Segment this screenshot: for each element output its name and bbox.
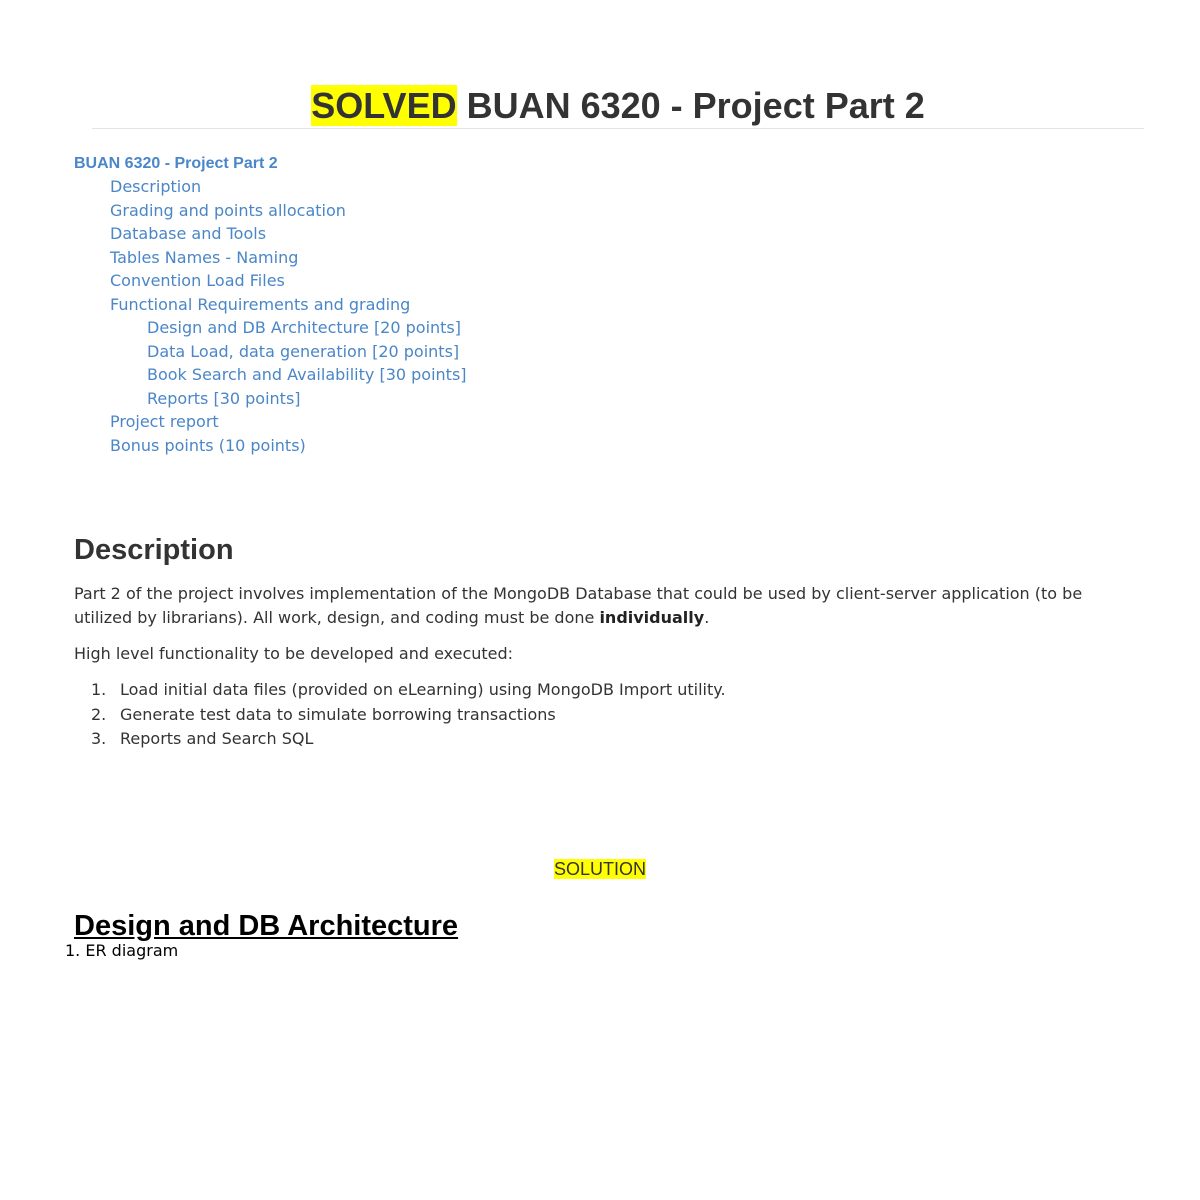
list-number: 2. bbox=[91, 704, 107, 724]
solution-label bbox=[0, 858, 1200, 880]
description-text: Part 2 of the project involves implementation of the MongoDB Database that could be used by client-server application (to be utilized by librarians). All work, design, and coding must be done bbox=[74, 584, 1083, 627]
list-item bbox=[74, 678, 1134, 703]
er-diagram-item bbox=[65, 940, 178, 962]
toc-link-bonus-points[interactable]: Bonus points (10 points) bbox=[110, 435, 306, 455]
solution-highlight: SOLUTION bbox=[553, 859, 646, 879]
list-item bbox=[74, 703, 1134, 728]
toc-link-project-report[interactable]: Project report bbox=[110, 412, 219, 431]
toc-link-load-files[interactable]: Convention Load Files bbox=[110, 271, 285, 290]
functionality-list bbox=[74, 678, 1134, 752]
list-item bbox=[74, 727, 1134, 752]
toc-link-description[interactable]: Description bbox=[110, 177, 202, 196]
description-bold-text: individually bbox=[599, 608, 705, 627]
design-heading: Design and DB Architecture bbox=[74, 910, 459, 942]
description-paragraph bbox=[74, 582, 1134, 630]
list-text: Load initial data files (provided on eLearning) using MongoDB Import utility. bbox=[120, 680, 726, 699]
page-title bbox=[92, 84, 1144, 128]
toc-link-root[interactable]: BUAN 6320 - Project Part 2 bbox=[74, 155, 278, 172]
toc-link-functional-requirements[interactable]: Functional Requirements and grading bbox=[110, 294, 411, 314]
toc-link-subsections[interactable]: Design and DB Architecture [20 points] Data Load, data generation [20 points] Book Search and Availability [30 points] Reports [30 points] bbox=[147, 318, 467, 408]
description-section bbox=[74, 530, 1134, 752]
toc-link-tables-names[interactable]: Tables Names - Naming bbox=[110, 247, 299, 267]
list-text: Generate test data to simulate borrowing transactions bbox=[120, 704, 556, 724]
description-period: . bbox=[704, 608, 710, 627]
title-block bbox=[92, 84, 1144, 129]
er-item-text: ER diagram bbox=[85, 941, 179, 960]
title-highlight: SOLVED bbox=[311, 85, 457, 126]
list-number: 3. bbox=[91, 729, 107, 748]
functionality-intro: High level functionality to be developed and executed: bbox=[74, 644, 514, 663]
description-heading: Description bbox=[74, 534, 234, 566]
er-item-number: 1. bbox=[65, 941, 81, 960]
toc-link-grading[interactable]: Grading and points allocation bbox=[110, 200, 346, 220]
list-number: 1. bbox=[91, 680, 107, 699]
table-of-contents bbox=[74, 153, 774, 457]
list-text: Reports and Search SQL bbox=[120, 729, 314, 748]
toc-link-database-tools[interactable]: Database and Tools bbox=[110, 224, 267, 243]
title-text: BUAN 6320 - Project Part 2 bbox=[456, 85, 925, 126]
